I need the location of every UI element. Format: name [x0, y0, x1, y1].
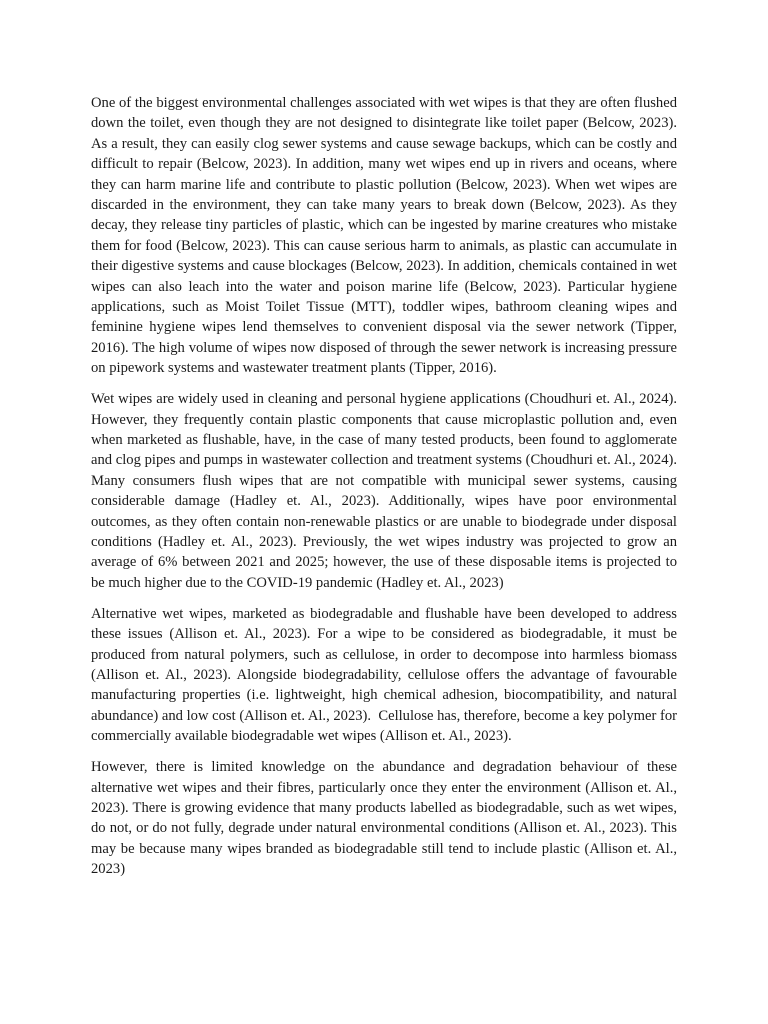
paragraph-alternative-wipes: Alternative wet wipes, marketed as biodegradable and flushable have been developed to address these issues (Allison et. Al., 2023). For a wipe to be considered as biodegradable, it must be produced from natural polymers, such as cellulose, in order to decompose into harmless biomass (Allison et. Al., 2023). Alongside biodegradability, cellulose offers the advantage of favourable manufacturing properties (i.e. lightweight, high chemical adhesion, biocompatibility, and natural abundance) and low cost (Allison et. Al., 2023). Cellulose has, therefore, become a key polymer for commercially available biodegradable wet wipes (Allison et. Al., 2023). — [91, 605, 681, 745]
paragraph-wet-wipes-flushing: One of the biggest environmental challenges associated with wet wipes is that they are often flushed down the toilet, even though they are not designed to disintegrate like toilet paper (Belcow, 2023). As a result, they can easily clog sewer systems and cause sewage backups, which can be costly and difficult to repair (Belcow, 2023). In addition, many wet wipes end up in rivers and oceans, where they can harm marine life and contribute to plastic pollution (Belcow, 2023). When wet wipes are discarded in the environment, they can take many years to break down (Belcow, 2023). As they decay, they release tiny particles of plastic, which can be ingested by marine creatures who mistake them for food (Belcow, 2023). This can cause serious harm to animals, as plastic can accumulate in their digestive systems and cause blockages (Belcow, 2023). In addition, chemicals contained in wet wipes can also leach into the water and poison marine life (Belcow, 2023). Particular hygiene applications, such as Moist Toilet Tissue (MTT), toddler wipes, bathroom cleaning wipes and feminine hygiene wipes lend themselves to convenient disposal via the sewer network (Tipper, 2016). The high volume of wipes now disposed of through the sewer network is increasing pressure on pipework systems and wastewater treatment plants (Tipper, 2016). — [91, 95, 681, 377]
paragraph-wet-wipes-usage: Wet wipes are widely used in cleaning and personal hygiene applications (Choudhuri et. Al., 2024). However, they frequently contain plastic components that cause microplastic pollution and, even when marketed as flushable, have, in the case of many tested products, been found to agglomerate and clog pipes and pumps in wastewater collection and treatment systems (Choudhuri et. Al., 2024). Many consumers flush wipes that are not compatible with municipal sewer systems, causing considerable damage (Hadley et. Al., 2023). Additionally, wipes have poor environmental outcomes, as they often contain non-renewable plastics or are unable to biodegrade under disposal conditions (Hadley et. Al., 2023). Previously, the wet wipes industry was projected to grow an average of 6% between 2021 and 2025; however, the use of these disposable items is projected to be much higher due to the COVID-19 pandemic (Hadley et. Al., 2023) — [91, 391, 681, 591]
document-body — [91, 93, 681, 890]
paragraph-degradation-knowledge: However, there is limited knowledge on the abundance and degradation behaviour of these alternative wet wipes and their fibres, particularly once they enter the environment (Allison et. Al., 2023). There is growing evidence that many products labelled as biodegradable, such as wet wipes, do not, or do not fully, degrade under natural environmental conditions (Allison et. Al., 2023). This may be because many wipes branded as biodegradable still tend to include plastic (Allison et. Al., 2023) — [91, 759, 681, 878]
